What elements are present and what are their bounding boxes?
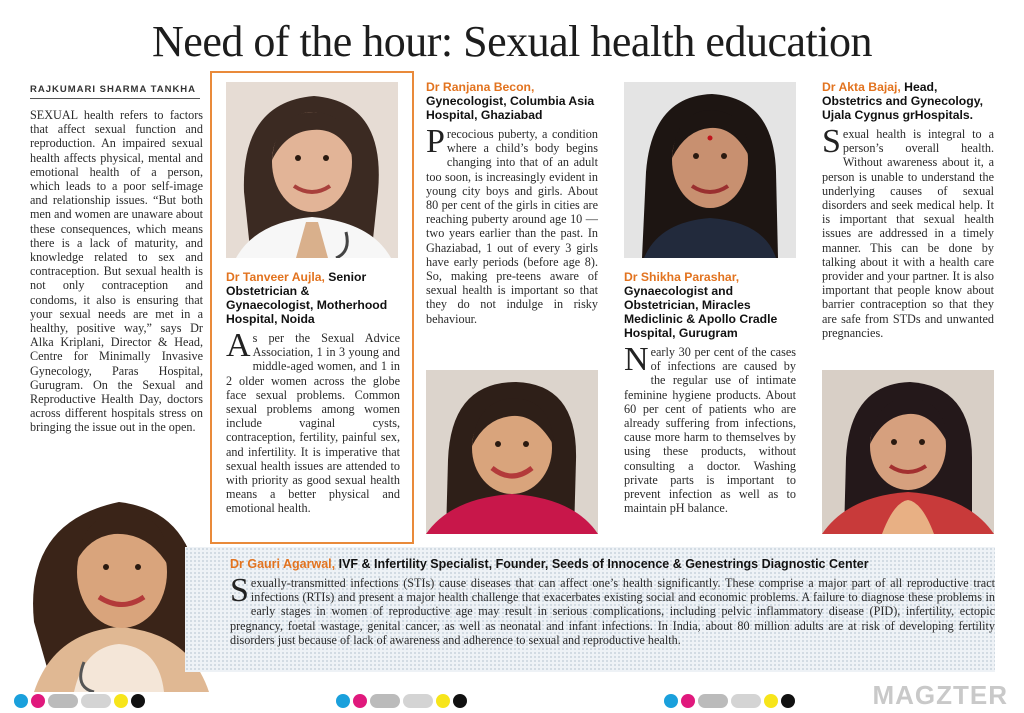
- expert-title: Head, Obstetrics and Gynecology, Ujala Cygnus grHospitals.: [822, 80, 983, 122]
- byline: RAJKUMARI SHARMA TANKHA: [30, 84, 200, 99]
- photo-akta-bajaj: [822, 370, 994, 534]
- gray-pill: [698, 694, 728, 708]
- color-bar-center: [336, 694, 467, 708]
- photo-ranjana-becon: [426, 370, 598, 534]
- page-title: Need of the hour: Sexual health education: [152, 17, 872, 66]
- portrait-icon: [822, 370, 994, 534]
- yellow-dot: [114, 694, 128, 708]
- magzter-logo: MAGZTER: [872, 680, 1008, 710]
- magenta-dot: [681, 694, 695, 708]
- portrait-icon: [226, 82, 398, 258]
- magenta-dot: [353, 694, 367, 708]
- yellow-dot: [436, 694, 450, 708]
- gray-pill: [81, 694, 111, 708]
- expert-shikha-parashar: [624, 270, 796, 515]
- expert-quote: Sexually-transmitted infections (STIs) cause diseases that can affect one’s health significantly. These comprise a major part of all reproductive tract infections (RTIs) and present a major health challenge that exacerbates existing social and economic problems. A failure to diagnose these problems in early stages in women of reproductive age may result in serious complications, including pelvic inflammatory disease (PID), infertility, ectopic pregnancy, foetal wastage, genital cancer, as well as neonatal and infant infections. In India, about 80 million adults are at risk of developing fertility disorders just because of lack of awareness and adherence to sexual and reproductive health.: [230, 572, 995, 647]
- expert-name: Dr Tanveer Aujla,: [226, 270, 325, 284]
- gray-pill: [731, 694, 761, 708]
- expert-title: Gynaecologist and Obstetrician, Miracles Mediclinic & Apollo Cradle Hospital, Gurugram: [624, 284, 778, 340]
- cyan-dot: [664, 694, 678, 708]
- photo-shikha-parashar: [624, 82, 796, 258]
- portrait-icon: [624, 82, 796, 258]
- cyan-dot: [14, 694, 28, 708]
- intro-column: [30, 108, 203, 435]
- expert-gauri-agarwal-title: [230, 557, 1000, 571]
- magenta-dot: [31, 694, 45, 708]
- color-bar-right: [664, 694, 795, 708]
- expert-title: IVF & Infertility Specialist, Founder, Seeds of Innocence & Genestrings Diagnostic Center: [335, 557, 869, 571]
- expert-quote: Precocious puberty, a condition where a child’s body begins changing into that of an adult too soon, is increasingly evident in young city boys and girls. About 80 per cent of the girls in cities are reaching puberty around age 10 — two years earlier than the past. In Ghaziabad, 1 out of every 3 girls have early periods (before age 8). So, making pre-teens aware of sexual health is important so that they do not indulge in risky behaviour.: [426, 123, 598, 326]
- expert-tanveer-aujla: [226, 270, 400, 516]
- expert-quote: Sexual health is integral to a person’s overall health. Without awareness about it, a person is unable to understand the underlying causes of sexual disorders and seek medical help. It is important that sexual health issues are addressed in a timely manner. This can be done by talking about it with a health care provider and your partner. It is also important that people know about barrier contraception so that they are safe from STDs and unwanted pregnancies.: [822, 123, 994, 340]
- black-dot: [453, 694, 467, 708]
- expert-quote: Nearly 30 per cent of the cases of infections are caused by the regular use of intimate feminine hygiene products. About 60 per cent of patients who are already suffering from infections, cause more harm to themselves by using these products, without consulting a doctor. Washing private parts is important to prevent infection as well as to maintain pH balance.: [624, 341, 796, 516]
- expert-name: Dr Akta Bajaj,: [822, 80, 901, 94]
- yellow-dot: [764, 694, 778, 708]
- photo-tanveer-aujla: [226, 82, 398, 258]
- gray-pill: [370, 694, 400, 708]
- expert-gauri-agarwal: [230, 572, 995, 647]
- expert-title: Senior Obstetrician & Gynaecologist, Motherhood Hospital, Noida: [226, 270, 388, 326]
- expert-ranjana-becon: [426, 80, 598, 326]
- black-dot: [131, 694, 145, 708]
- expert-quote: As per the Sexual Advice Association, 1 in 3 young and middle-aged women, and 1 in 2 older women across the globe face sexual problems. Common sexual problems among women include vaginal cysts, contraception, fertility, painful sex, and infertility. It is imperative that sexual health issues are attended to with priority as good sexual health means a better physical and emotional health.: [226, 327, 400, 516]
- intro-text: SEXUAL health refers to factors that affect sexual function and reproduction. An impaired sexual health affects physical, mental and emotional health of a person, which leads to a poor self-image and relationship issues. “But both men and women are unaware about these consequences, which means there is a lack of maturity, and knowledge related to sex and contraception. But sexual health is not only contraception and condoms, it also is ensuring that your sexual needs are met in a healthy, positive way,” says Dr Alka Kriplani, Director & Head, Centre for Minimally Invasive Gynecology, Paras Hospital, Gurugram. On the Sexual and Reproductive Health Day, doctors across different hospitals stress on bringing the issue out in the open.: [30, 108, 203, 435]
- expert-name: Dr Shikha Parashar,: [624, 270, 740, 284]
- expert-akta-bajaj: [822, 80, 994, 340]
- gray-pill: [48, 694, 78, 708]
- expert-name: Dr Gauri Agarwal,: [230, 557, 336, 571]
- portrait-icon: [426, 370, 598, 534]
- gray-pill: [403, 694, 433, 708]
- color-bar-left: [14, 694, 145, 708]
- expert-name: Dr Ranjana Becon,: [426, 80, 535, 94]
- expert-title: Gynecologist, Columbia Asia Hospital, Ghaziabad: [426, 94, 595, 122]
- cyan-dot: [336, 694, 350, 708]
